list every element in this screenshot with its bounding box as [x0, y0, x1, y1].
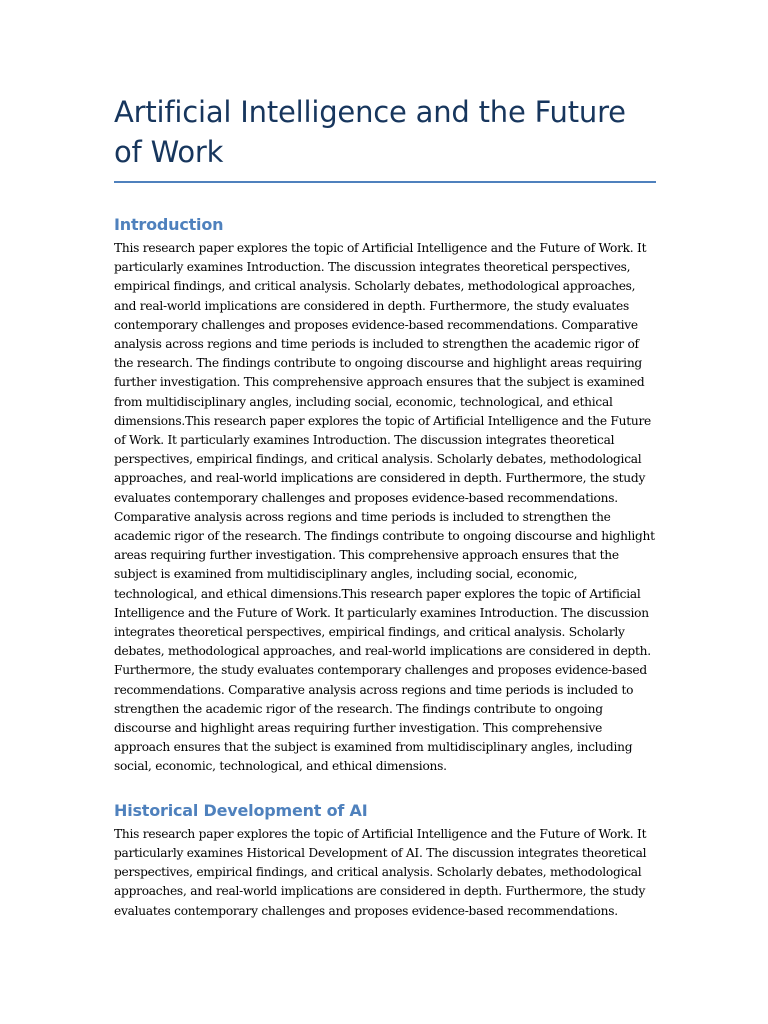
document-title: Artificial Intelligence and the Future of Work	[114, 95, 626, 169]
section-introduction	[114, 215, 656, 777]
document-content	[114, 92, 656, 945]
section-heading-introduction: Introduction	[114, 215, 224, 234]
section-historical-development	[114, 801, 656, 921]
section-body-introduction: This research paper explores the topic of Artificial Intelligence and the Future of Work. It particularly examines Introduction. The discussion integrates theoretical perspectives, empirical findings, and critical analysis. Scholarly debates, methodological approaches, and real-world implications are considered in depth. Furthermore, the study evaluates contemporary challenges and proposes evidence-based recommendations. Comparative analysis across regions and time periods is included to strengthen the academic rigor of the research. The findings contribute to ongoing discourse and highlight areas requiring further investigation. This comprehensive approach ensures that the subject is examined from multidisciplinary angles, including social, economic, technological, and ethical dimensions.This research paper explores the topic of Artificial Intelligence and the Future of Work. It particularly examines Introduction. The discussion integrates theoretical perspectives, empirical findings, and critical analysis. Scholarly debates, methodological approaches, and real-world implications are considered in depth. Furthermore, the study evaluates contemporary challenges and proposes evidence-based recommendations. Comparative analysis across regions and time periods is included to strengthen the academic rigor of the research. The findings contribute to ongoing discourse and highlight areas requiring further investigation. This comprehensive approach ensures that the subject is examined from multidisciplinary angles, including social, economic, technological, and ethical dimensions.This research paper explores the topic of Artificial Intelligence and the Future of Work. It particularly examines Introduction. The discussion integrates theoretical perspectives, empirical findings, and critical analysis. Scholarly debates, methodological approaches, and real-world implications are considered in depth. Furthermore, the study evaluates contemporary challenges and proposes evidence-based recommendations. Comparative analysis across regions and time periods is included to strengthen the academic rigor of the research. The findings contribute to ongoing discourse and highlight areas requiring further investigation. This comprehensive approach ensures that the subject is examined from multidisciplinary angles, including social, economic, technological, and ethical dimensions.	[114, 241, 655, 774]
section-heading-historical-development: Historical Development of AI	[114, 800, 368, 820]
title-divider	[114, 181, 656, 183]
section-body-historical-development: This research paper explores the topic of Artificial Intelligence and the Future of Work. It particularly examines Historical Development of AI. The discussion integrates theoretical perspectives, empirical findings, and critical analysis. Scholarly debates, methodological approaches, and real-world implications are considered in depth. Furthermore, the study evaluates contemporary challenges and proposes evidence-based recommendations.	[114, 826, 647, 918]
